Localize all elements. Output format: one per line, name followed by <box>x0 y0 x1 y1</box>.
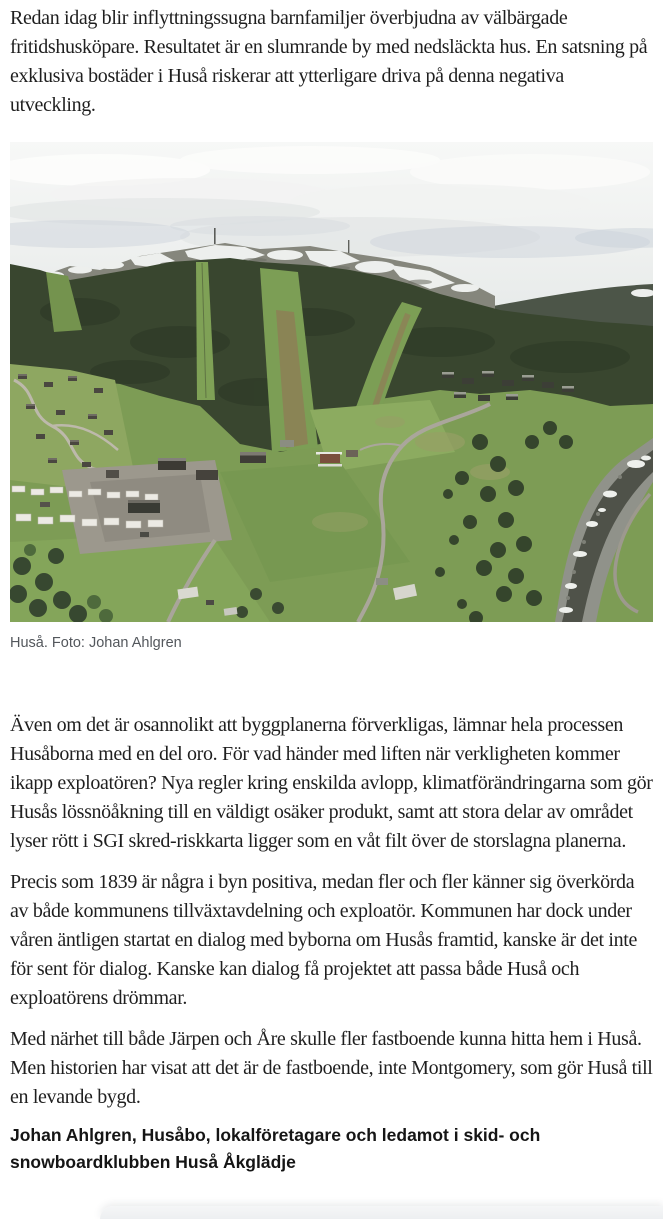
photo-caption: Huså. Foto: Johan Ahlgren <box>10 635 182 651</box>
article-paragraph: Även om det är osannolikt att byggplanerna förverkligas, lämnar hela processen Husåborna med en del oro. För vad händer med liften när verkligheten kommer ikapp exploatören? Nya regler kring enskilda avlopp, klimatförändringarna som gör Husås lössnöåkning till en väldigt osäker produkt, samt att stora delar av området lyser rött i SGI skred-riskkarta ligger som en våt filt över de storslagna planerna. <box>10 714 653 852</box>
article-photo <box>10 142 653 622</box>
article-paragraph: Redan idag blir inflyttningssugna barnfamiljer överbjudna av välbärgade fritidshusköpare. Resultatet är en slumrande by med nedsläckta hus. En satsning på exklusiva bostäder i Huså riskerar att ytterligare driva på denna negativa utveckling. <box>10 7 648 116</box>
article-figure <box>10 142 653 653</box>
author-byline: Johan Ahlgren, Husåbo, lokalföretagare och ledamot i skid- och snowboardklubben Huså Åkglädje <box>10 1125 541 1172</box>
article-paragraph: Precis som 1839 är några i byn positiva, medan fler och fler känner sig överkörda av både kommunens tillväxtavdelning och exploatör. Kommunen har dock under våren äntligen startat en dialog med byborna om Husås framtid, kanske är det inte för sent för dialog. Kanske kan dialog få projektet att passa både Huså och exploatörens drömmar. <box>10 871 638 1009</box>
bottom-sheet-edge[interactable] <box>100 1206 663 1219</box>
article-paragraph: Med närhet till både Järpen och Åre skulle fler fastboende kunna hitta hem i Huså. Men historien har visat att det är de fastboende, inte Montgomery, som gör Huså till en levande bygd. <box>10 1028 653 1108</box>
